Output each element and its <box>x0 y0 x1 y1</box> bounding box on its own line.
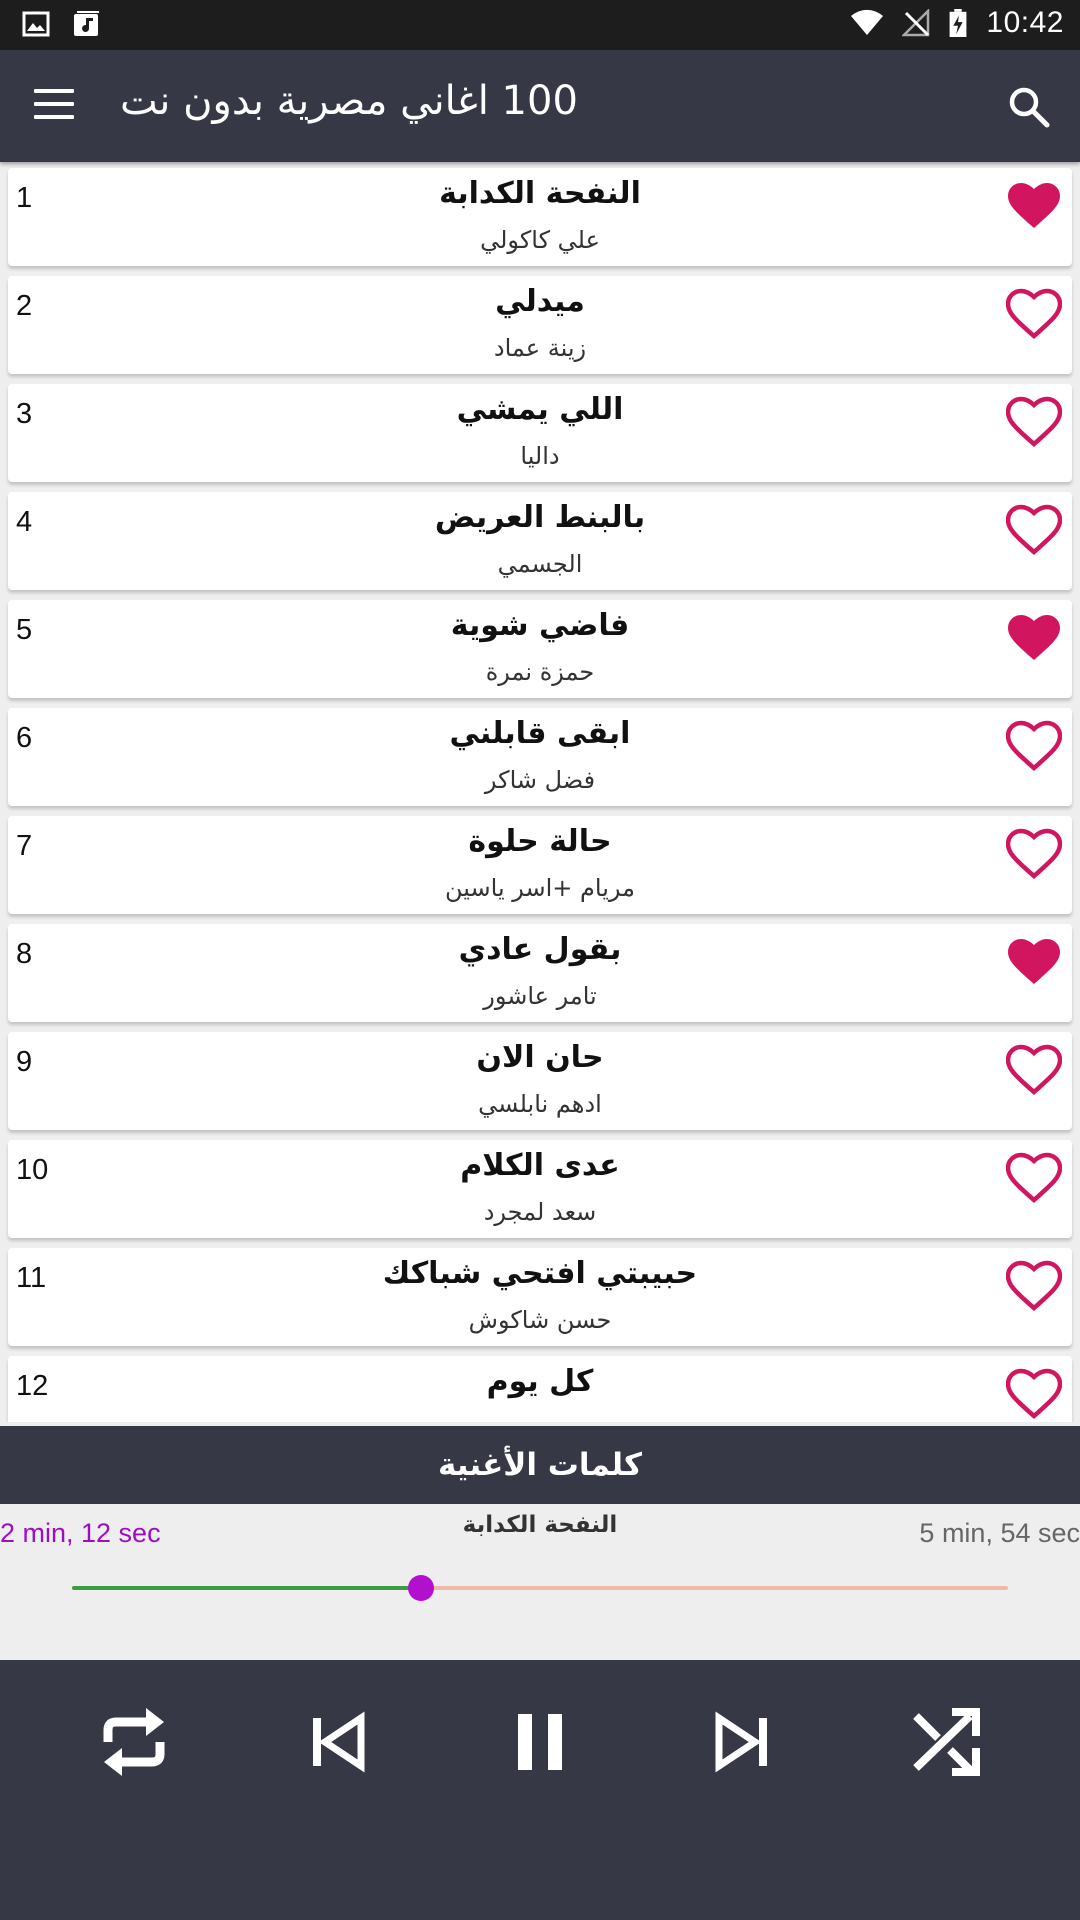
heart-outline-icon[interactable] <box>1006 1152 1062 1204</box>
wifi-icon <box>850 9 884 37</box>
clock: 10:42 <box>986 6 1064 39</box>
battery-charging-icon <box>948 9 968 37</box>
song-number: 12 <box>16 1370 49 1402</box>
song-title: ميدلي <box>495 284 585 319</box>
song-list[interactable] <box>0 162 1080 1422</box>
heart-outline-icon[interactable] <box>1006 1260 1062 1312</box>
heart-outline-icon[interactable] <box>1006 828 1062 880</box>
music-note-icon <box>72 10 100 38</box>
now-playing-title: النفحة الكدابة <box>462 1512 618 1538</box>
song-number: 2 <box>16 290 33 322</box>
song-artist: زينة عماد <box>493 334 587 362</box>
song-artist: تامر عاشور <box>483 982 597 1010</box>
pause-icon[interactable] <box>500 1702 580 1782</box>
song-number: 4 <box>16 506 33 538</box>
song-artist: حسن شاكوش <box>468 1306 612 1334</box>
song-row[interactable] <box>8 168 1072 266</box>
song-row[interactable] <box>8 384 1072 482</box>
elapsed-time: 2 min, 12 sec <box>0 1518 161 1548</box>
app-title: 100 اغاني مصرية بدون نت <box>120 78 578 124</box>
skip-previous-icon[interactable] <box>297 1702 377 1782</box>
lyrics-button[interactable]: كلمات الأغنية <box>0 1426 1080 1504</box>
song-title: النفحة الكدابة <box>439 176 641 211</box>
menu-button[interactable] <box>34 86 74 126</box>
song-artist: علي كاكولي <box>480 226 600 254</box>
song-row[interactable] <box>8 276 1072 374</box>
heart-outline-icon[interactable] <box>1006 1044 1062 1096</box>
song-title: حالة حلوة <box>468 824 612 859</box>
song-title: كل يوم <box>486 1364 594 1399</box>
song-row[interactable] <box>8 924 1072 1022</box>
heart-filled-icon[interactable] <box>1006 612 1062 664</box>
song-artist: الجسمي <box>497 550 583 578</box>
heart-outline-icon[interactable] <box>1006 504 1062 556</box>
song-artist: فضل شاكر <box>484 766 596 794</box>
song-title: فاضي شوية <box>450 608 630 643</box>
song-number: 5 <box>16 614 33 646</box>
song-row[interactable] <box>8 600 1072 698</box>
heart-outline-icon[interactable] <box>1006 396 1062 448</box>
song-number: 3 <box>16 398 33 430</box>
song-row[interactable] <box>8 1356 1072 1422</box>
menu-icon <box>34 89 74 93</box>
shuffle-icon[interactable] <box>906 1702 986 1782</box>
total-duration: 5 min, 54 sec <box>919 1518 1080 1548</box>
repeat-icon[interactable] <box>94 1702 174 1782</box>
song-number: 10 <box>16 1154 49 1186</box>
song-row[interactable] <box>8 492 1072 590</box>
song-row[interactable] <box>8 816 1072 914</box>
song-title: عدى الكلام <box>460 1148 620 1183</box>
song-row[interactable] <box>8 1140 1072 1238</box>
song-row[interactable] <box>8 1248 1072 1346</box>
song-title: بقول عادي <box>458 932 622 967</box>
player-controls <box>0 1660 1080 1920</box>
seek-bar[interactable] <box>72 1586 1008 1590</box>
song-number: 7 <box>16 830 33 862</box>
player-progress <box>0 1504 1080 1660</box>
seek-thumb[interactable] <box>408 1575 434 1601</box>
song-artist: ادهم نابلسي <box>478 1090 602 1118</box>
song-title: اللي يمشي <box>456 392 624 427</box>
heart-outline-icon[interactable] <box>1006 288 1062 340</box>
skip-next-icon[interactable] <box>703 1702 783 1782</box>
song-title: حبيبتي افتحي شباكك <box>382 1256 698 1291</box>
no-signal-icon <box>902 9 930 37</box>
heart-filled-icon[interactable] <box>1006 936 1062 988</box>
heart-filled-icon[interactable] <box>1006 180 1062 232</box>
song-row[interactable] <box>8 708 1072 806</box>
app-bar <box>0 50 1080 162</box>
song-title: بالبنط العريض <box>434 500 646 535</box>
status-bar <box>0 0 1080 50</box>
song-title: ابقى قابلني <box>449 716 631 751</box>
song-artist: داليا <box>520 442 560 470</box>
song-artist: سعد لمجرد <box>483 1198 597 1226</box>
seek-bar-played <box>72 1586 421 1590</box>
song-number: 6 <box>16 722 33 754</box>
song-artist: مريام +اسر ياسين <box>445 874 635 902</box>
song-title: حان الان <box>476 1040 604 1075</box>
heart-outline-icon[interactable] <box>1006 1368 1062 1420</box>
image-icon <box>22 10 50 38</box>
song-number: 8 <box>16 938 33 970</box>
song-number: 9 <box>16 1046 33 1078</box>
song-number: 11 <box>16 1262 47 1294</box>
song-artist: حمزة نمرة <box>485 658 595 686</box>
heart-outline-icon[interactable] <box>1006 720 1062 772</box>
song-number: 1 <box>16 182 33 214</box>
search-icon[interactable] <box>1006 84 1052 130</box>
song-row[interactable] <box>8 1032 1072 1130</box>
